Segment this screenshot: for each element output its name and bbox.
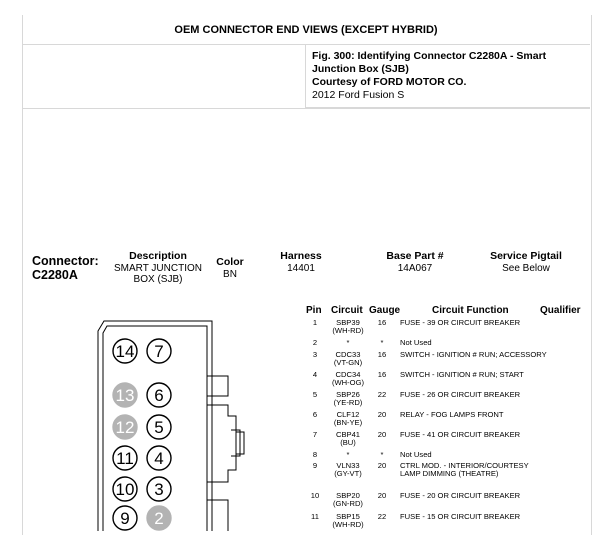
pin-number: 5 bbox=[312, 390, 318, 399]
pin-label: 9 bbox=[120, 509, 130, 528]
circuit-function: FUSE - 15 OR CIRCUIT BREAKER bbox=[400, 512, 521, 521]
circuit-code: SBP20 bbox=[336, 491, 360, 500]
pin-number: 2 bbox=[312, 338, 318, 347]
circuit-function: FUSE - 41 OR CIRCUIT BREAKER bbox=[400, 430, 521, 439]
circuit-code: * bbox=[346, 450, 350, 459]
color-value: BN bbox=[223, 269, 237, 280]
pin-number: 1 bbox=[312, 318, 318, 327]
pin-label: 10 bbox=[115, 480, 135, 499]
qualifier-heading: Qualifier bbox=[540, 305, 581, 316]
page-title: OEM CONNECTOR END VIEWS (EXCEPT HYBRID) bbox=[22, 15, 590, 45]
gauge-heading: Gauge bbox=[369, 305, 401, 316]
gauge-value: * bbox=[380, 338, 384, 347]
gauge-value: 22 bbox=[377, 512, 387, 521]
circuit-heading: Circuit bbox=[331, 305, 363, 316]
circuit-function: CTRL MOD. - INTERIOR/COURTESY LAMP DIMMING (THEATRE) bbox=[400, 461, 529, 478]
harness-heading: Harness bbox=[280, 250, 322, 262]
latch-lower bbox=[207, 500, 228, 531]
pin-label: 2 bbox=[154, 509, 164, 528]
pin-number: 3 bbox=[312, 350, 318, 359]
circuit-color: (WH-OG) bbox=[331, 378, 365, 387]
pin-number: 10 bbox=[310, 491, 320, 500]
latch-upper bbox=[207, 376, 228, 396]
pin-label: 12 bbox=[115, 418, 135, 437]
pin-label: 3 bbox=[154, 480, 164, 499]
description-value: SMART JUNCTION BOX (SJB) bbox=[114, 263, 202, 285]
pigtail-heading: Service Pigtail bbox=[490, 250, 562, 262]
pin-label: 5 bbox=[154, 418, 164, 437]
pin-number: 7 bbox=[312, 430, 318, 439]
harness-value: 14401 bbox=[287, 263, 315, 274]
gauge-value: 16 bbox=[377, 370, 387, 379]
circuit-color: (GN-RD) bbox=[333, 499, 363, 508]
pin-number: 4 bbox=[312, 370, 318, 379]
circuit-code: * bbox=[346, 338, 350, 347]
circuit-color: (WH-RD) bbox=[332, 520, 364, 529]
circuit-function: SWITCH - IGNITION # RUN; START bbox=[400, 370, 524, 379]
figure-vehicle: 2012 Ford Fusion S bbox=[312, 89, 405, 101]
gauge-value: 20 bbox=[377, 430, 387, 439]
gauge-value: 20 bbox=[377, 461, 387, 470]
pin-number: 8 bbox=[312, 450, 318, 459]
pin-label: 6 bbox=[154, 386, 164, 405]
connector-label: Connector: bbox=[32, 254, 99, 268]
gauge-value: 16 bbox=[377, 318, 387, 327]
pin-number: 6 bbox=[312, 410, 318, 419]
base-part-heading: Base Part # bbox=[386, 250, 444, 262]
pin-number: 9 bbox=[312, 461, 318, 470]
pin-label: 13 bbox=[115, 386, 135, 405]
circuit-function: RELAY - FOG LAMPS FRONT bbox=[400, 410, 504, 419]
circuit-function: Not Used bbox=[400, 450, 432, 459]
figure-caption: Fig. 300: Identifying Connector C2280A - Smart Junction Box (SJB) bbox=[312, 50, 547, 75]
circuit-color: (BN-YE) bbox=[333, 418, 363, 427]
circuit-function: FUSE - 20 OR CIRCUIT BREAKER bbox=[400, 491, 521, 500]
circuit-color: (VT-GN) bbox=[333, 358, 363, 367]
gauge-value: 22 bbox=[377, 390, 387, 399]
circuit-function: FUSE - 26 OR CIRCUIT BREAKER bbox=[400, 390, 521, 399]
pigtail-value: See Below bbox=[502, 263, 550, 274]
color-heading: Color bbox=[216, 256, 244, 268]
circuit-code: CDC33 bbox=[335, 350, 361, 359]
gauge-value: * bbox=[380, 450, 384, 459]
figure-courtesy: Courtesy of FORD MOTOR CO. bbox=[312, 76, 467, 88]
gauge-value: 20 bbox=[377, 491, 387, 500]
pin-label: 4 bbox=[154, 449, 164, 468]
circuit-function: Not Used bbox=[400, 338, 432, 347]
circuit-function: SWITCH - IGNITION # RUN; ACCESSORY bbox=[400, 350, 547, 359]
circuit-code: SBP15 bbox=[336, 512, 360, 521]
circuit-code: SBP39 bbox=[336, 318, 360, 327]
circuit-color: (WH-RD) bbox=[332, 326, 364, 335]
pin-label: 14 bbox=[115, 342, 135, 361]
pin-heading: Pin bbox=[306, 305, 322, 316]
latch-body bbox=[207, 405, 236, 482]
circuit-code: SBP26 bbox=[336, 390, 360, 399]
circuit-code: CDC34 bbox=[335, 370, 361, 379]
gauge-value: 16 bbox=[377, 350, 387, 359]
circuit-function: FUSE - 39 OR CIRCUIT BREAKER bbox=[400, 318, 521, 327]
connector-id: C2280A bbox=[32, 268, 78, 282]
pin-number: 11 bbox=[311, 512, 319, 521]
base-part-value: 14A067 bbox=[397, 263, 433, 274]
circuit-code: CLF12 bbox=[336, 410, 360, 419]
circuit-color: (YE-RD) bbox=[333, 398, 363, 407]
gauge-value: 20 bbox=[377, 410, 387, 419]
circuit-color: (BU) bbox=[340, 438, 356, 447]
description-heading: Description bbox=[129, 250, 187, 262]
pin-label: 11 bbox=[116, 449, 134, 468]
pin-label: 7 bbox=[154, 342, 164, 361]
circuit-code: VLN33 bbox=[336, 461, 360, 470]
function-heading: Circuit Function bbox=[432, 305, 509, 316]
circuit-color: (GY-VT) bbox=[334, 469, 362, 478]
circuit-code: CBP41 bbox=[335, 430, 361, 439]
